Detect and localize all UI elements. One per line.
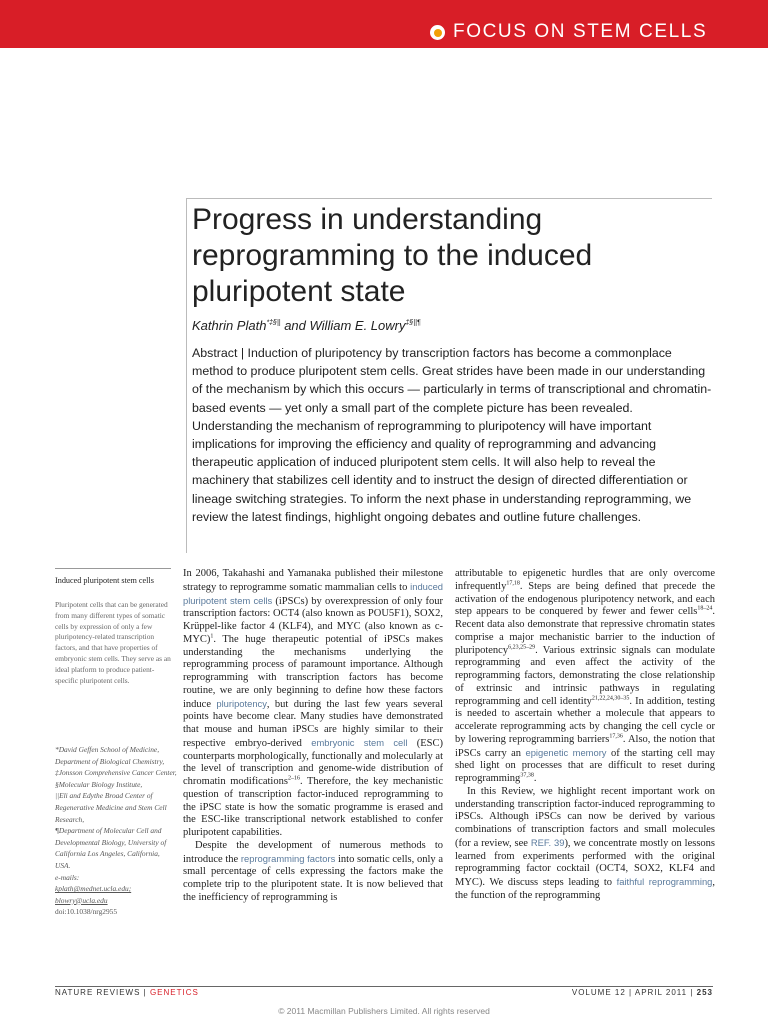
reference-marker[interactable]: 17,36 (609, 733, 623, 740)
reference-link[interactable]: REF. 39 (530, 836, 565, 848)
issue-info (572, 988, 713, 997)
copyright: © 2011 Macmillan Publishers Limited. All rights reserved (278, 1006, 490, 1016)
footer-rule (55, 986, 713, 987)
glossary-link[interactable]: embryonic stem cell (311, 736, 408, 748)
target-icon (430, 25, 445, 40)
reference-marker[interactable]: 2–16 (287, 775, 300, 782)
abstract (192, 344, 714, 526)
email-link[interactable]: blowry@ucla.edu (55, 895, 108, 905)
reference-marker[interactable]: 6,23,25–29 (508, 644, 536, 650)
glossary-link[interactable]: reprogramming factors (240, 852, 336, 864)
affiliation-line: ||Eli and Edythe Broad Center of Regenerative Medicine and Stem Cell Research, (55, 791, 167, 824)
journal-name: NATURE REVIEWS (55, 988, 141, 997)
glossary-link[interactable]: faithful reprogramming (616, 876, 713, 887)
body-paragraph: In 2006, Takahashi and Yamanaka published their milestone strategy to reprogramme somatic mammalian cells to induced pluripotent stem cells (iPSCs) by overexpression of only four transcription factors: OCT4 (also known as POU5F1), SOX2, Krüppel-like factor 4 (KLF4), and MYC (also known as c-MYC)$^1$. The huge therapeutic potential of iPSCs makes understanding the mechanisms underlying the reprogramming process of paramount importance. Although reprogramming with transcription factors has become routine, we are only beginning to define how these factors induce pluripotency, but during the last few years several points have become clear. Many studies have demonstrated that mouse and human iPSCs are highly similar to their respective embryo-derived embryonic stem cell (ESC) counterparts morphologically, functionally and molecularly at the level of transcription and genome-wide distribution of chromatin modifications$^{2-16}$. Therefore, the key mechanistic question of transcription factor-induced reprogramming to the iPSC state is how the somatic programme is erased and the ESC-like transcriptional network established to confer pluripotent capabilities. (183, 568, 444, 838)
affiliation-line: *David Geffen School of Medicine, Department of Biological Chemistry, (55, 745, 165, 766)
abstract-text: Abstract | Induction of pluripotency by transcription factors has become a commonplace method to produce pluripotent stem cells. Great strides have been made in our understanding of the mechanism by which this occurs — particularly in terms of transcriptional and chromatin-based events — yet only a small part of the complete picture has been revealed. Understanding the mechanism of reprogramming to pluripotency will have important implications for improving the efficiency and quality of reprogramming and advancing therapeutic application of induced pluripotent stem cells. It will also help to reveal the machinery that stabilizes cell identity and to instruct the design of directed differentiation or lineage switching strategies. To inform the next phase in understanding reprogramming, we review the latest findings, highlight ongoing debates and outline future challenges. (192, 346, 712, 524)
body-paragraph: In this Review, we highlight recent important work on understanding transcription factor-induced reprogramming to iPSCs. Although iPSCs can now be derived by various combinations of transcription factors and small molecules (for a review, see REF. 39), we concentrate mostly on lessons learned from experiments performed with the original reprogramming factor cocktail (OCT4, SOX2, KLF4 and MYC). We discuss steps leading to faithful reprogramming, the function of the reprogramming (455, 785, 716, 901)
article-title: Progress in understanding reprogramming to the induced pluripotent state (192, 203, 593, 308)
banner-label: FOCUS ON STEM CELLS (453, 21, 708, 42)
glossary-link[interactable]: pluripotency (216, 697, 267, 709)
email-link[interactable]: kplath@mednet.ucla.edu; (55, 884, 132, 894)
journal-footer: NATURE REVIEWS | GENETICS (55, 988, 199, 997)
reference-marker[interactable]: 37,38 (520, 772, 534, 779)
email-label: e-mails: (55, 872, 80, 882)
title-left-rule (186, 198, 187, 553)
author-line (192, 318, 421, 333)
reference-marker[interactable]: 18–24 (697, 605, 713, 612)
reference-marker[interactable]: 1 (210, 633, 214, 640)
glossary-term: Induced pluripotent stem cells (55, 576, 154, 585)
volume-info: VOLUME 12 | APRIL 2011 | (571, 988, 697, 997)
reference-marker[interactable]: 17,18 (506, 580, 520, 587)
glossary-link[interactable]: epigenetic memory (525, 746, 607, 758)
body-column-right (455, 568, 715, 903)
author-conjunction: and (280, 318, 310, 333)
doi: doi:10.1038/nrg2955 (55, 907, 118, 917)
affiliation-line: ‡Jonsson Comprehensive Cancer Center, (55, 768, 177, 778)
section-banner (0, 0, 768, 48)
body-column-left (183, 568, 443, 905)
affiliation-line: ¶Department of Molecular Cell and Developmental Biology, University of California Los Angeles, California, USA. (55, 826, 167, 870)
title-top-rule (186, 198, 712, 199)
author-name: Kathrin Plath (192, 318, 267, 333)
body-paragraph: attributable to epigenetic hurdles that are only overcome infrequently$^{17,18}$. Steps are being defined that precede the activation of the endogenous pluripotency network, and each step appears to be conquered by fewer and fewer cells$^{18-24}$. Recent data also demonstrate that repressive chromatin states comprise a major mechanistic barrier to the induction of pluripotency$^{6,23,25-29}$. Various extrinsic signals can modulate reprogramming and even affect the activity of the reprogramming factors, demonstrating the close relationship of extrinsic and intrinsic pathways in regulating reprogramming and cell identity$^{21,22,24,30-35}$. In addition, testing is needed to ascertain whether a molecule that appears to accelerate reprogramming acts by changing the cell cycle or by lowering reprogramming barriers$^{17,36}$. Also, the notion that iPSCs carry an epigenetic memory of the starting cell may shed light on processes that are difficult to reset during reprogramming$^{37,38}$. (455, 568, 716, 784)
affiliations (55, 744, 177, 918)
glossary-link[interactable]: induced pluripotent stem cells (183, 580, 443, 606)
author-name: William E. Lowry (309, 318, 406, 333)
glossary-definition: Pluripotent cells that can be generated from many different types of somatic cells by expression of only a few pluripotency-related transcription factors, and that have properties of embryonic stem cells. They serve as an ideal platform to produce patient-specific pluripotent cells. (55, 600, 171, 685)
author-affiliation-marks: ‡§||¶ (405, 319, 421, 327)
page-number: 253 (696, 988, 713, 997)
sidebar-rule (55, 568, 171, 569)
affiliation-line: §Molecular Biology Institute, (55, 779, 143, 789)
reference-marker[interactable]: 21,22,24,30–35 (591, 695, 630, 701)
body-paragraph: Despite the development of numerous methods to introduce the reprogramming factors into somatic cells, only a small percentage of cells expressing the factors make the complete trip to the pluripotent state. It is now believed that the inefficiency of reprogramming is (183, 839, 443, 903)
author-affiliation-marks: *‡§|| (266, 319, 281, 327)
journal-section: GENETICS (149, 988, 199, 997)
